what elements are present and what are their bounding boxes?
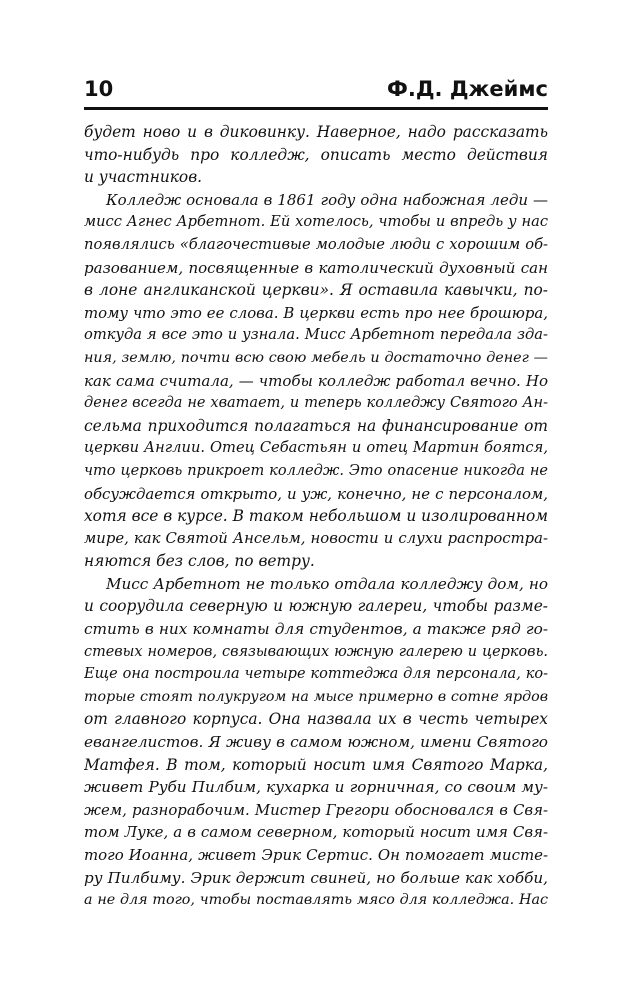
- header-rule: [84, 107, 548, 110]
- text-line: церкви Англии. Отец Себастьян и отец Мартин боятся,: [84, 439, 548, 457]
- text-line: и соорудила северную и южную галереи, чтобы разме-: [84, 597, 548, 616]
- page-number: 10: [84, 77, 114, 101]
- text-line: тому что это ее слова. В церкви есть про нее брошюра,: [84, 303, 548, 322]
- text-line: хотя все в курсе. В таком небольшом и изолированном: [84, 507, 548, 526]
- text-line: живет Руби Пилбим, кухарка и горничная, со своим му-: [84, 778, 548, 797]
- text-line: жем, разнорабочим. Мистер Грегори обосновался в Свя-: [84, 800, 548, 819]
- body-text: [84, 121, 548, 912]
- text-line: ру Пилбиму. Эрик держит свиней, но больше как хобби,: [84, 868, 548, 887]
- text-line: что-нибудь про колледж, описать место действия: [84, 145, 548, 164]
- text-line: мисс Агнес Арбетнот. Ей хотелось, чтобы и впредь у нас: [84, 213, 548, 231]
- text-line: разованием, посвященные в католический духовный сан: [84, 258, 548, 277]
- text-line: откуда я все это и узнала. Мисс Арбетнот передала зда-: [84, 326, 548, 344]
- text-line: Мисс Арбетнот не только отдала колледжу дом, но: [106, 574, 548, 593]
- text-line: мире, как Святой Ансельм, новости и слухи распростра-: [84, 529, 548, 547]
- text-line: от главного корпуса. Она назвала их в честь четырех: [84, 710, 548, 729]
- text-line: обсуждается открыто, и уж, конечно, не с персоналом,: [84, 484, 548, 503]
- text-line: стевых номеров, связывающих южную галерею и церковь.: [84, 643, 548, 660]
- running-head: [84, 74, 548, 104]
- text-line: появлялись «благочестивые молодые люди с хорошим об-: [84, 235, 548, 253]
- text-line: того Иоанна, живет Эрик Сертис. Он помогает мисте-: [84, 846, 548, 864]
- text-line: Колледж основала в 1861 году одна набожная леди —: [106, 190, 548, 209]
- text-line: что церковь прикроет колледж. Это опасение никогда не: [84, 462, 548, 479]
- text-line: как сама считала, — чтобы колледж работал вечно. Но: [84, 371, 548, 390]
- text-line: Матфея. В том, который носит имя Святого Марка,: [84, 755, 548, 774]
- text-line: будет ново и в диковинку. Наверное, надо рассказать: [84, 123, 548, 141]
- text-line: Еще она построила четыре коттеджа для персонала, ко-: [84, 666, 548, 683]
- text-line: торые стоят полукругом на мысе примерно в сотне ярдов: [84, 688, 548, 705]
- text-line: а не для того, чтобы поставлять мясо для колледжа. Нас: [84, 892, 548, 909]
- text-line: евангелистов. Я живу в самом южном, имени Святого: [84, 733, 548, 752]
- text-line: денег всегда не хватает, и теперь колледжу Святого Ан-: [84, 395, 548, 412]
- book-author: Ф.Д. Джеймс: [387, 77, 548, 101]
- text-line: няются без слов, по ветру.: [84, 552, 315, 571]
- text-line: сельма приходится полагаться на финансирование от: [84, 416, 548, 435]
- text-line: стить в них комнаты для студентов, а также ряд го-: [84, 620, 548, 639]
- text-line: и участников.: [84, 168, 203, 187]
- text-line: ния, землю, почти всю свою мебель и достаточно денег —: [84, 349, 548, 366]
- text-line: в лоне англиканской церкви». Я оставила кавычки, по-: [84, 281, 548, 300]
- text-line: том Луке, а в самом северном, который носит имя Свя-: [84, 823, 548, 842]
